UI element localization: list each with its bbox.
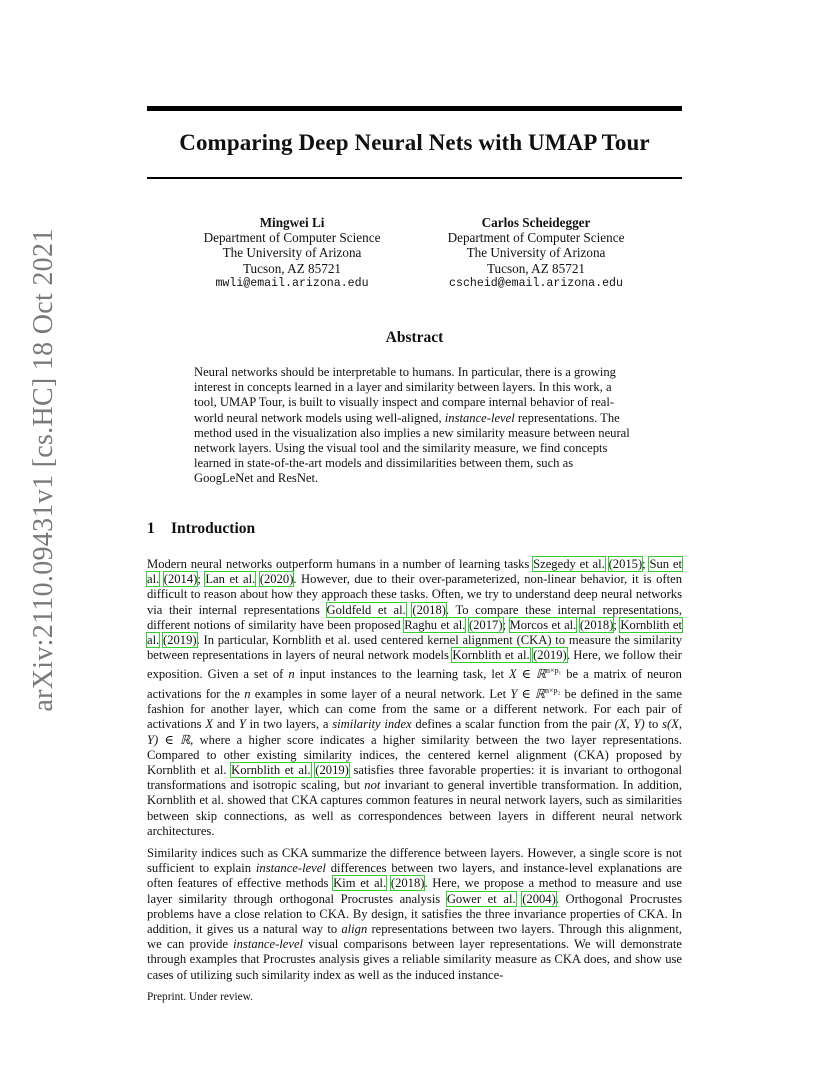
text-segment: invariant to general invertible transformation. In addition, Kornblith et al. showed that CKA captures common features in neural network layers, such as similarities between skip connections, as well as correspondences between layers in different neural network architectures.: [147, 778, 682, 838]
text-segment: to: [644, 717, 663, 732]
section-number: 1: [147, 520, 155, 537]
math-expression: Y ∈ ℝ: [510, 687, 546, 701]
author-university: The University of Arizona: [466, 245, 606, 261]
title-bottom-rule: [147, 177, 682, 179]
author-university: The University of Arizona: [222, 245, 362, 261]
abstract-body: [194, 365, 635, 487]
citation-link[interactable]: Sun et al.: [147, 557, 682, 587]
citation-link[interactable]: (2018): [579, 617, 614, 632]
footer-note: Preprint. Under review.: [147, 991, 253, 1003]
text-segment: . Here, we follow their exposition. Given a set of: [147, 648, 682, 682]
citation-link[interactable]: Szegedy et al.: [533, 557, 605, 571]
citation-link[interactable]: (2017): [468, 617, 503, 632]
author-email: cscheid@email.arizona.edu: [449, 276, 623, 290]
paper-title: Comparing Deep Neural Nets with UMAP Tour: [179, 130, 650, 155]
author-email: mwli@email.arizona.edu: [215, 276, 369, 290]
emphasis-text: instance-level: [233, 937, 304, 952]
text-segment: defines a scalar function from the pair: [411, 717, 615, 732]
math-symbol: n: [244, 687, 251, 701]
abstract-text: Neural networks should be interpretable to humans. In particular, there is a growing interest in concepts learned in a layer and similarity between layers. In this work, a tool, UMAP Tour, is built to visually inspect and compare internal behavior of real-world neural network models using well-aligned,: [194, 365, 616, 425]
text-segment: visual comparisons between layer representations. We will demonstrate through examples that Procrustes analysis gives a reliable similarity measure as CKA does, and show use cases of utilizing such similarity index as well as the induced instance-: [147, 937, 682, 982]
citation-link[interactable]: (2019): [163, 633, 197, 648]
text-segment: Similarity indices such as CKA summarize the difference between layers. However, a single score is not sufficient to explain: [147, 846, 682, 876]
author-department: Department of Computer Science: [203, 230, 381, 246]
abstract-text: representations. The method used in the visualization also implies a new similarity measure between neural network layers. Using the visual tool and the similarity measure, we find concepts learned in state-of-the-art models and dissimilarities between them, such as GoogLeNet and ResNet.: [194, 410, 630, 486]
math-expression: X ∈ ℝ: [509, 667, 546, 682]
citation-link[interactable]: Kim et al.: [333, 876, 387, 891]
text-segment: be a matrix of neuron activations for the: [147, 667, 682, 701]
author-name: Mingwei Li: [259, 215, 325, 230]
section-title: Introduction: [171, 520, 256, 537]
math-symbol: n: [288, 667, 295, 682]
author-city: Tucson, AZ 85721: [242, 260, 342, 276]
author-block-1: [177, 215, 407, 291]
text-segment: ;: [197, 572, 206, 587]
body-paragraph-1: [147, 557, 682, 839]
citation-link[interactable]: Raghu et al.: [404, 617, 466, 632]
citation-link[interactable]: (2019): [315, 763, 349, 778]
arxiv-identifier: arXiv:2110.09431v1 [cs.HC] 18 Oct 2021: [28, 228, 59, 712]
emphasis-text: align: [341, 922, 368, 937]
text-segment: . Orthogonal Procrustes problems have a close relation to CKA. By design, it satisfies the three invariance properties of CKA. In addition, it gives us a natural way to: [147, 891, 682, 937]
citation-link[interactable]: Kornblith et al.: [452, 648, 530, 663]
author-name: Carlos Scheidegger: [481, 215, 591, 230]
math-expression: (X, Y): [614, 717, 645, 732]
section-heading: [147, 520, 255, 538]
abstract-emphasis: instance-level: [444, 410, 515, 425]
title-top-rule: [147, 106, 682, 111]
abstract-heading: Abstract: [385, 329, 444, 346]
citation-link[interactable]: Kornblith et al.: [231, 763, 311, 778]
citation-link[interactable]: Morcos et al.: [509, 617, 577, 632]
citation-link[interactable]: Lan et al.: [205, 572, 256, 587]
emphasis-text: similarity index: [332, 717, 412, 732]
citation-link[interactable]: Kornblith et al.: [147, 617, 682, 648]
section-body: [147, 557, 682, 990]
text-segment: and: [213, 717, 239, 732]
author-block-2: [421, 215, 651, 291]
text-segment: in two layers, a: [245, 717, 333, 732]
text-segment: differences between two layers, and instance-level explanations are often features of effective methods: [147, 861, 683, 891]
math-symbol: Y: [238, 717, 246, 732]
citation-link[interactable]: (2014): [163, 572, 198, 587]
text-segment: Modern neural networks outperform humans in a number of learning tasks: [147, 557, 534, 571]
text-segment: . Here, we propose a method to measure and use layer similarity through orthogonal Procrustes analysis: [147, 876, 683, 906]
text-segment: . In particular, Kornblith et al. used centered kernel alignment (CKA) to measure the similarity between representations in layers of neural network models: [147, 633, 682, 663]
abstract-paragraph: [194, 365, 635, 487]
math-symbol: X: [205, 717, 214, 732]
citation-link[interactable]: (2020): [259, 572, 294, 587]
citation-link[interactable]: Goldfeld et al.: [326, 602, 406, 617]
text-segment: be defined in the same fashion for another layer, which can come from the same or a different network. For each pair of activations: [147, 687, 683, 732]
math-expression: s(X, Y) ∈ ℝ: [147, 717, 683, 747]
text-segment: . To compare these internal representations, different notions of similarity have been proposed: [147, 602, 682, 632]
citation-link[interactable]: Gower et al.: [446, 891, 516, 906]
citation-link[interactable]: (2018): [412, 602, 446, 617]
math-superscript: n×p₁: [545, 666, 562, 676]
text-segment: , where a higher score indicates a higher similarity between the two layer representations. Compared to other existing similarity indices, the centered kernel alignment (CKA) proposed by Kornblith et al.: [147, 732, 682, 778]
text-segment: examples in some layer of a neural network. Let: [250, 687, 511, 701]
text-segment: representations between two layers. Through this alignment, we can provide: [147, 922, 682, 952]
body-paragraph-2: [147, 846, 682, 983]
text-segment: . However, due to their over-parameterized, non-linear behavior, it is often difficult to reason about how they approach these tasks. Often, we try to understand deep neural networks via their internal representations: [147, 572, 682, 617]
emphasis-text: not: [364, 778, 381, 793]
citation-link[interactable]: (2019): [533, 648, 567, 663]
text-segment: ;: [613, 617, 621, 632]
text-segment: satisfies three favorable properties: it is invariant to orthogonal transformations and isotropic scaling, but: [147, 763, 683, 793]
citation-link[interactable]: (2015): [608, 557, 643, 571]
emphasis-text: instance-level: [255, 861, 326, 876]
text-segment: ;: [642, 557, 650, 571]
citation-link[interactable]: (2018): [390, 876, 425, 891]
citation-link[interactable]: (2004): [522, 891, 556, 906]
author-city: Tucson, AZ 85721: [486, 260, 586, 276]
text-segment: input instances to the learning task, let: [294, 667, 509, 682]
author-department: Department of Computer Science: [447, 230, 625, 246]
math-superscript: n×p₂: [545, 685, 561, 695]
text-segment: ;: [502, 617, 510, 632]
text-segment: [605, 557, 609, 571]
